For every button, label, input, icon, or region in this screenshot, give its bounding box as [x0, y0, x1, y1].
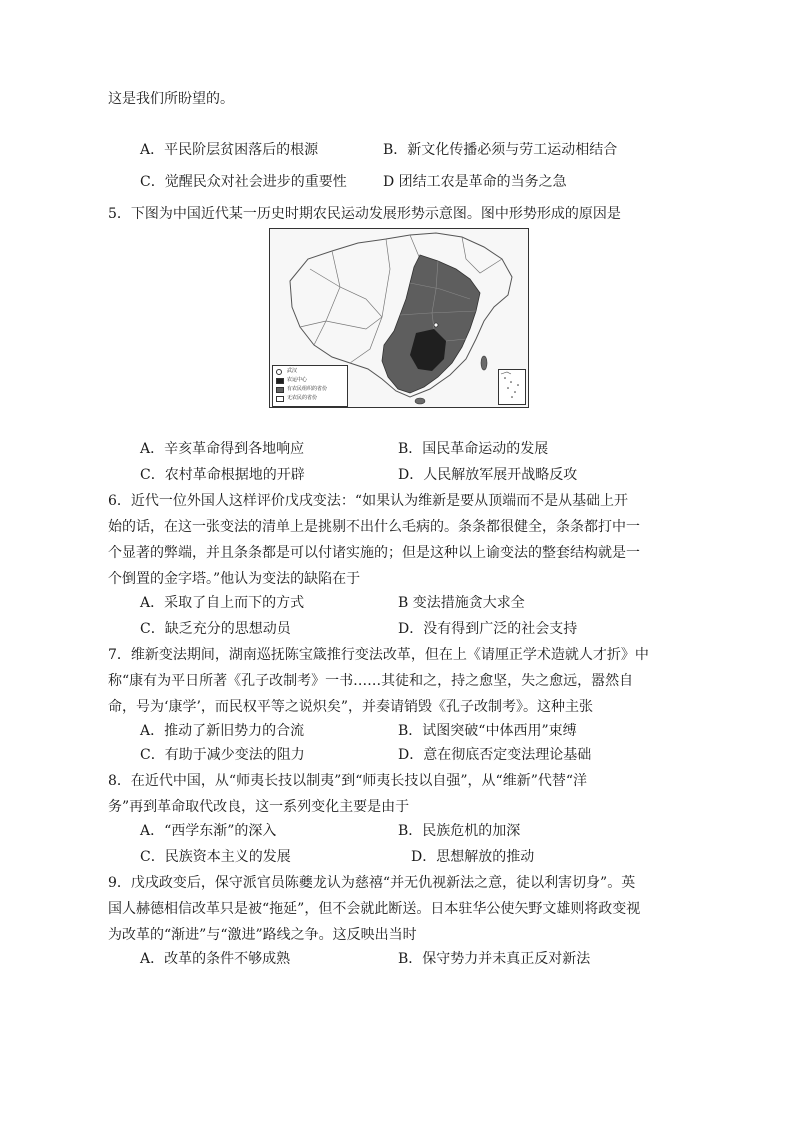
south-china-sea-inset [498, 369, 526, 405]
q6-stem-line: 个显著的弊端，并且条条都是可以付诸实施的；但是这种以上谕变法的整套结构就是一 [108, 545, 640, 561]
legend-label: 武汉 [287, 368, 298, 374]
legend-label: 有农民组织的省份 [287, 386, 328, 392]
q7-stem-line: 7．维新变法期间，湖南巡抚陈宝箴推行变法改革，但在上《请厘正学术造就人才折》中 [108, 647, 649, 663]
q5-option-a[interactable]: A．辛亥革命得到各地响应 [140, 441, 305, 457]
q8-option-c[interactable]: C．民族资本主义的发展 [140, 849, 291, 865]
q5-option-c[interactable]: C．农村革命根据地的开辟 [140, 467, 305, 483]
q4-option-b[interactable]: B．新文化传播必须与劳工运动相结合 [383, 142, 618, 158]
q9-option-b[interactable]: B．保守势力并未真正反对新法 [398, 951, 591, 967]
q6-stem-line: 个倒置的金字塔。”他认为变法的缺陷在于 [108, 571, 361, 587]
q7-option-d[interactable]: D．意在彻底否定变法理论基础 [398, 747, 592, 763]
q6-option-c[interactable]: C．缺乏充分的思想动员 [140, 621, 291, 637]
white-swatch-icon [276, 396, 284, 402]
q6-option-a[interactable]: A．采取了自上而下的方式 [140, 595, 305, 611]
q6-stem-line: 6．近代一位外国人这样评价戊戌变法：“如果认为维新是要从顶端而不是从基础上开 [108, 493, 629, 509]
grey-swatch-icon [276, 387, 284, 393]
q5-option-d[interactable]: D．人民解放军展开战略反攻 [398, 467, 578, 483]
q6-stem-line: 始的话，在这一张变法的清单上是挑剔不出什么毛病的。条条都很健全，条条都打中一 [108, 519, 640, 535]
q8-stem-line: 8．在近代中国，从“师夷长技以制夷”到“师夷长技以自强”，从“维新”代替“洋 [108, 773, 588, 789]
q8-option-a[interactable]: A．“西学东渐”的深入 [140, 823, 277, 839]
peasant-movement-map [269, 228, 529, 408]
q7-option-b[interactable]: B．试图突破“中体西用”束缚 [398, 723, 577, 739]
q7-option-c[interactable]: C．有助于减少变法的阻力 [140, 747, 305, 763]
q4-option-a[interactable]: A．平民阶层贫困落后的根源 [140, 142, 319, 158]
legend-label: 农运中心 [287, 377, 308, 383]
q6-option-b[interactable]: B 变法措施贪大求全 [398, 595, 525, 611]
q4-option-d[interactable]: D 团结工农是革命的当务之急 [383, 174, 567, 190]
q6-option-d[interactable]: D．没有得到广泛的社会支持 [398, 621, 578, 637]
q8-option-b[interactable]: B．民族危机的加深 [398, 823, 521, 839]
q4-option-c[interactable]: C．觉醒民众对社会进步的重要性 [140, 174, 347, 190]
q4-stem-continuation: 这是我们所盼望的。 [108, 91, 234, 107]
legend-item-none [276, 395, 346, 403]
circle-marker-icon [276, 369, 282, 375]
dark-swatch-icon [276, 378, 284, 384]
q8-stem-line: 务”再到革命取代改良，这一系列变化主要是由于 [108, 799, 410, 815]
legend-label: 无农民的省份 [287, 395, 318, 401]
q9-option-a[interactable]: A．改革的条件不够成熟 [140, 951, 291, 967]
islands-icon [499, 370, 525, 404]
q9-stem-line: 国人赫德相信改革只是被“拖延”，但不会就此断送。日本驻华公使矢野文雄则将政变视 [108, 901, 641, 917]
map-legend [272, 365, 348, 407]
q9-stem-line: 9．戊戌政变后，保守派官员陈夔龙认为慈禧“并无仇视新法之意，徒以利害切身”。英 [108, 875, 636, 891]
q7-stem-line: 称“康有为平日所著《孔子改制考》一书……其徒和之，持之愈坚，失之愈远，嚣然自 [108, 673, 634, 689]
q9-stem-line: 为改革的“渐进”与“激进”路线之争。这反映出当时 [108, 927, 417, 943]
q7-stem-line: 命，号为‘康学’，而民权平等之说炽矣”，并奏请销毁《孔子改制考》。这种主张 [108, 699, 594, 715]
q5-stem: 5．下图为中国近代某一历史时期农民运动发展形势示意图。图中形势形成的原因是 [108, 206, 621, 222]
q5-option-b[interactable]: B．国民革命运动的发展 [398, 441, 549, 457]
q8-option-d[interactable]: D．思想解放的推动 [411, 849, 535, 865]
q7-option-a[interactable]: A．推动了新旧势力的合流 [140, 723, 305, 739]
